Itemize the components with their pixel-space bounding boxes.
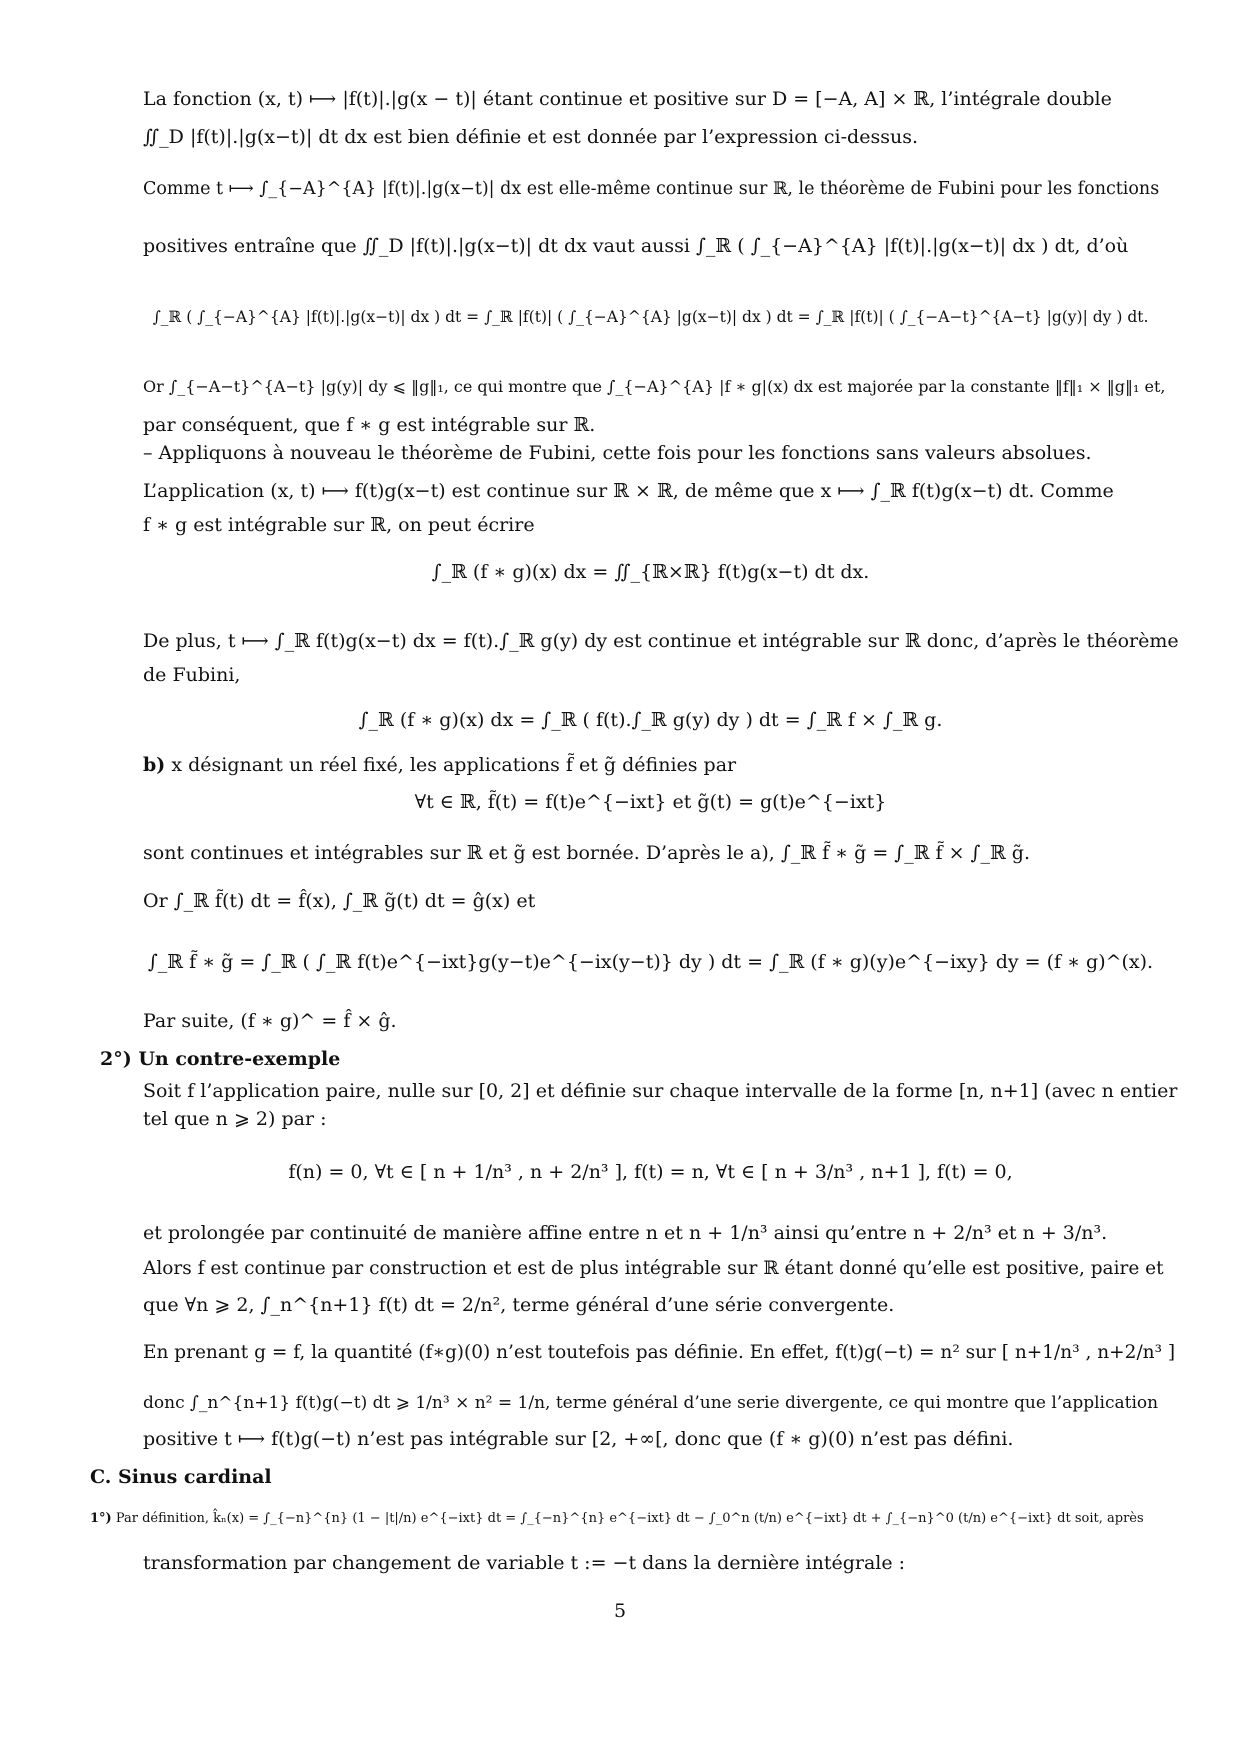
page-number: 5: [613, 1600, 627, 1622]
paragraph-prolongee: et prolongée par continuité de manière affine entre n et n + 1/n³ ainsi qu’entre n + 2/n³ et n + 3/n³.: [143, 1222, 1108, 1244]
section-c-heading: C. Sinus cardinal: [90, 1466, 272, 1488]
paragraph-en-prenant: En prenant g = f, la quantité (f∗g)(0) n’est toutefois pas définie. En effet, f(t)g(−t) = n² sur [ n+1/n³ , n+2/n³ ]: [143, 1342, 1176, 1363]
paragraph-que-n: que ∀n ⩾ 2, ∫_n^{n+1} f(t) dt = 2/n², terme général d’une série convergente.: [143, 1294, 895, 1316]
item-1-label: 1°): [90, 1511, 112, 1526]
equation-fourier-conv: ∫_ℝ f̃ ∗ g̃ = ∫_ℝ ( ∫_ℝ f(t)e^{−ixt}g(y−t)e^{−ix(y−t)} dy ) dt = ∫_ℝ (f ∗ g)(y)e^{−ixy} dy = (f ∗ g)^(x).: [147, 951, 1154, 973]
paragraph-tel-que: tel que n ⩾ 2) par :: [143, 1108, 327, 1130]
paragraph-transformation: transformation par changement de variable t := −t dans la dernière intégrale :: [143, 1552, 906, 1574]
paragraph-double-integral: ∬_D |f(t)|.|g(x−t)| dt dx est bien définie et est donnée par l’expression ci-dessus.: [143, 126, 918, 148]
equation-double-integral: ∫_ℝ (f ∗ g)(x) dx = ∬_{ℝ×ℝ} f(t)g(x−t) dt dx.: [431, 561, 870, 583]
paragraph-soit-f: Soit f l’application paire, nulle sur [0, 2] et définie sur chaque intervalle de la forme [n, n+1] (avec n entier: [143, 1080, 1178, 1102]
paragraph-par-definition: [90, 1506, 1144, 1532]
paragraph-application: L’application (x, t) ⟼ f(t)g(x−t) est continue sur ℝ × ℝ, de même que x ⟼ ∫_ℝ f(t)g(x−t) dt. Comme: [143, 480, 1114, 502]
item-1-text: Par définition, k̂ₙ(x) = ∫_{−n}^{n} (1 − |t|/n) e^{−ixt} dt = ∫_{−n}^{n} e^{−ixt} dt − ∫_0^n (t/n) e^{−ixt} dt + ∫_{−n}^0 (t/n) e^{−ixt} dt soit, après: [115, 1511, 1144, 1526]
part-b-text: x désignant un réel fixé, les applications f̃ et g̃ définies par: [171, 754, 737, 776]
equation-piecewise-f: f(n) = 0, ∀t ∈ [ n + 1/n³ , n + 2/n³ ], f(t) = n, ∀t ∈ [ n + 3/n³ , n+1 ], f(t) = 0,: [288, 1161, 1013, 1183]
paragraph-comme: Comme t ⟼ ∫_{−A}^{A} |f(t)|.|g(x−t)| dx est elle-même continue sur ℝ, le théorème de Fubini pour les fonctions: [143, 179, 1160, 199]
paragraph-par-suite: Par suite, (f ∗ g)^ = f̂ × ĝ.: [143, 1010, 397, 1032]
paragraph-alors-f: Alors f est continue par construction et est de plus intégrable sur ℝ étant donné qu’elle est positive, paire et: [143, 1258, 1164, 1279]
paragraph-part-b: [143, 752, 736, 778]
equation-integral-product: ∫_ℝ (f ∗ g)(x) dx = ∫_ℝ ( f(t).∫_ℝ g(y) dy ) dt = ∫_ℝ f × ∫_ℝ g.: [358, 709, 943, 731]
paragraph-positive: positive t ⟼ f(t)g(−t) n’est pas intégrable sur [2, +∞[, donc que (f ∗ g)(0) n’est pas défini.: [143, 1428, 1014, 1450]
paragraph-de-plus: De plus, t ⟼ ∫_ℝ f(t)g(x−t) dx = f(t).∫_ℝ g(y) dy est continue et intégrable sur ℝ donc, d’après le théorème: [143, 630, 1179, 652]
paragraph-or-hat: Or ∫_ℝ f̃(t) dt = f̂(x), ∫_ℝ g̃(t) dt = ĝ(x) et: [143, 890, 536, 912]
equation-fubini-chain: ∫_ℝ ( ∫_{−A}^{A} |f(t)|.|g(x−t)| dx ) dt = ∫_ℝ |f(t)| ( ∫_{−A}^{A} |g(x−t)| dx ) dt = ∫_ℝ |f(t)| ( ∫_{−A−t}^{A−t} |g(y)| dy ) dt.: [152, 308, 1149, 326]
paragraph-integrable: f ∗ g est intégrable sur ℝ, on peut écrire: [143, 514, 535, 536]
paragraph-fubini-again: – Appliquons à nouveau le théorème de Fubini, cette fois pour les fonctions sans valeurs absolues.: [143, 442, 1092, 464]
part-b-label: b): [143, 754, 166, 776]
paragraph-donc: donc ∫_n^{n+1} f(t)g(−t) dt ⩾ 1/n³ × n² = 1/n, terme général d’une serie divergente, ce qui montre que l’application: [143, 1393, 1159, 1413]
paragraph-fubini-positive: positives entraîne que ∬_D |f(t)|.|g(x−t)| dt dx vaut aussi ∫_ℝ ( ∫_{−A}^{A} |f(t)|.|g(x−t)| dx ) dt, d’où: [143, 235, 1129, 257]
section-2-heading: 2°) Un contre-exemple: [100, 1048, 341, 1070]
equation-tilde-definitions: ∀t ∈ ℝ, f̃(t) = f(t)e^{−ixt} et g̃(t) = g(t)e^{−ixt}: [414, 791, 887, 813]
paragraph-bounded: sont continues et intégrables sur ℝ et g̃ est bornée. D’après le a), ∫_ℝ f̃ ∗ g̃ = ∫_ℝ f̃ × ∫_ℝ g̃.: [143, 842, 1030, 864]
paragraph-or-bound: Or ∫_{−A−t}^{A−t} |g(y)| dy ⩽ ‖g‖₁, ce qui montre que ∫_{−A}^{A} |f ∗ g|(x) dx est majorée par la constante ‖f‖₁ × ‖g‖₁ et,: [143, 377, 1166, 396]
paragraph-continuity: La fonction (x, t) ⟼ |f(t)|.|g(x − t)| étant continue et positive sur D = [−A, A] × ℝ, l’intégrale double: [143, 88, 1112, 110]
paragraph-de-fubini: de Fubini,: [143, 664, 241, 686]
paragraph-consequence: par conséquent, que f ∗ g est intégrable sur ℝ.: [143, 414, 596, 436]
